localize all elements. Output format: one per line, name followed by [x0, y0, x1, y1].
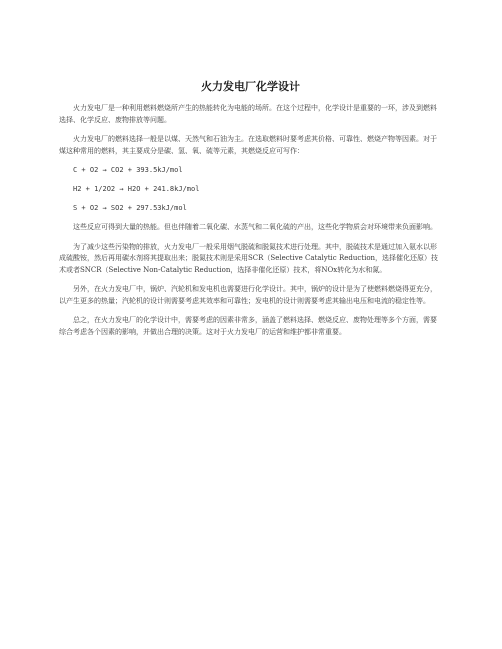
equation-sulfur: S + O2 → SO2 + 297.53kJ/mol: [73, 204, 187, 212]
paragraph-heat-byproducts: 这些反应可得到大量的热能。但也伴随着二氧化碳、水蒸气和二氧化硫的产出，这些化学物质会对环境带来负面影响。: [73, 223, 437, 231]
equation-carbon: C + O2 → CO2 + 393.5kJ/mol: [73, 166, 183, 174]
paragraph-desulfurization: 为了减少这些污染物的排放，火力发电厂一般采用烟气脱硫和脱氮技术进行处理。其中，脱硫技术是通过加入氨水以形成硫酸铵，然后再用碳水剂将其提取出来；脱氮技术则是采用SCR（Selective Catalytic Reduction，选择催化还原）技术或者SNCR（Selective Non-Catalytic Reduction，选择非催化还原）技术，将NOx转化为水和氮。: [59, 242, 439, 274]
paragraph-fuel-selection: 火力发电厂的燃料选择一般是以煤、天然气和石油为主。在选取燃料时要考虑其价格、可靠性、燃烧产物等因素。对于煤这种常用的燃料，其主要成分是碳、氢、氧、硫等元素，其燃烧反应可写作：: [59, 135, 437, 155]
paragraph-intro: 火力发电厂是一种利用燃料燃烧所产生的热能转化为电能的场所。在这个过程中，化学设计是重要的一环，涉及到燃料选择、化学反应、废物排放等问题。: [59, 104, 437, 124]
equation-hydrogen: H2 + 1/2O2 → H2O + 241.8kJ/mol: [73, 185, 200, 193]
paragraph-equipment-design: 另外，在火力发电厂中，锅炉、汽轮机和发电机也需要进行化学设计。其中，锅炉的设计是为了使燃料燃烧得更充分，以产生更多的热量；汽轮机的设计则需要考虑其效率和可靠性；发电机的设计则需要考虑其输出电压和电流的稳定性等。: [59, 285, 437, 305]
paragraph-conclusion: 总之，在火力发电厂的化学设计中，需要考虑的因素非常多，涵盖了燃料选择、燃烧反应、废物处理等多个方面，需要综合考虑各个因素的影响，并做出合理的决策。这对于火力发电厂的运营和维护都非常重要。: [59, 316, 437, 336]
document-title: 火力发电厂化学设计: [201, 80, 300, 93]
